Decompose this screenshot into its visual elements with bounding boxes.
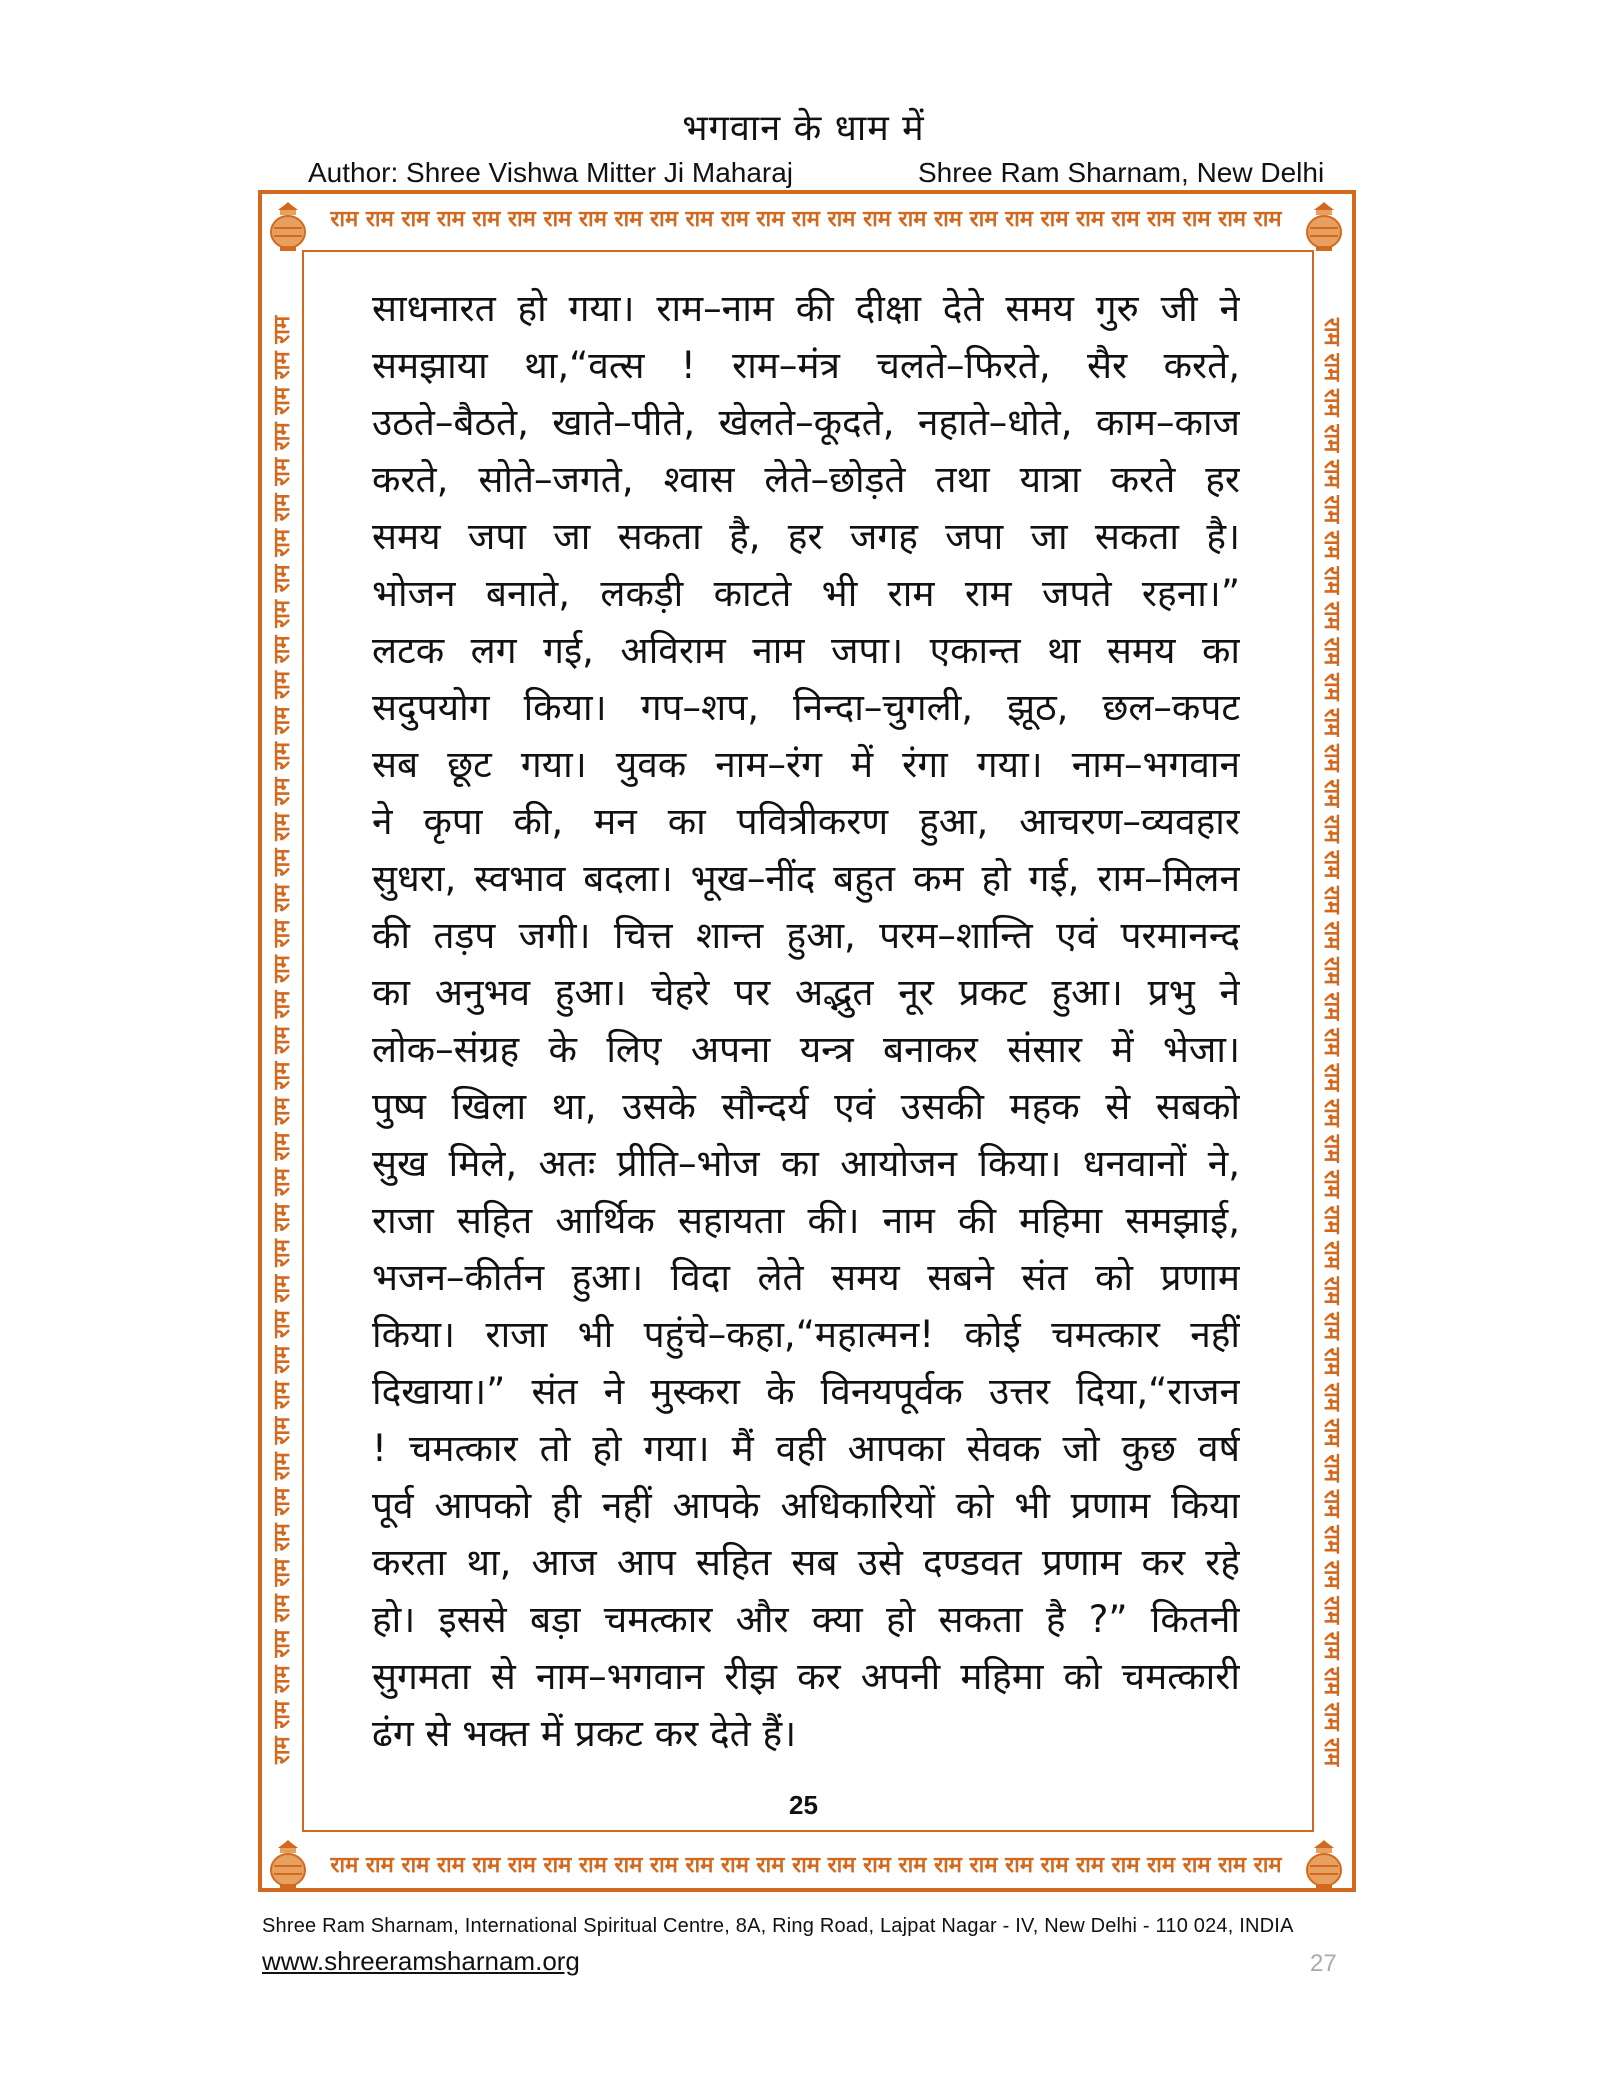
- text-line: समय जपा जा सकता है, हर जगह जपा जा सकता है।: [372, 515, 1240, 558]
- kalash-icon: [266, 1838, 310, 1890]
- text-line: किया। राजा भी पहुंचे–कहा,“महात्मन! कोई चमत्कार नहीं: [372, 1313, 1240, 1356]
- website-link[interactable]: www.shreeramsharnam.org: [262, 1946, 580, 1976]
- footer-address: Shree Ram Sharnam, International Spiritual Centre, 8A, Ring Road, Lajpat Nagar - IV, New Delhi - 110 024, INDIA: [262, 1915, 1294, 1937]
- book-page-number: 25: [789, 1790, 818, 1820]
- text-line: ने कृपा की, मन का पवित्रीकरण हुआ, आचरण–व्यवहार: [372, 800, 1240, 843]
- kalash-icon: [1302, 200, 1346, 252]
- body-paragraph: [372, 280, 1240, 1762]
- kalash-icon: [1302, 1838, 1346, 1890]
- text-line: सुधरा, स्वभाव बदला। भूख–नींद बहुत कम हो गई, राम–मिलन: [372, 857, 1240, 900]
- text-line: ! चमत्कार तो हो गया। मैं वही आपका सेवक जो कुछ वर्ष: [372, 1427, 1240, 1470]
- text-line: उठते–बैठते, खाते–पीते, खेलते–कूदते, नहाते–धोते, काम–काज: [372, 401, 1240, 444]
- text-line: का अनुभव हुआ। चेहरे पर अद्भुत नूर प्रकट हुआ। प्रभु ने: [372, 971, 1240, 1014]
- border-top-ram-text: राम राम राम राम राम राम राम राम राम राम राम राम राम राम राम राम राम राम राम राम राम राम राम राम राम राम राम: [330, 207, 1282, 232]
- text-line: सुख मिले, अतः प्रीति–भोज का आयोजन किया। धनवानों ने,: [372, 1142, 1240, 1185]
- border-left-ram-text: राम राम राम राम राम राम राम राम राम राम राम राम राम राम राम राम राम राम राम राम राम राम राम राम राम राम राम राम राम राम राम राम राम राम राम राम राम राम राम राम राम: [270, 315, 295, 1765]
- text-line: पुष्प खिला था, उसके सौन्दर्य एवं उसकी महक से सबको: [372, 1085, 1240, 1128]
- text-line: साधनारत हो गया। राम–नाम की दीक्षा देते समय गुरु जी ने: [372, 287, 1240, 330]
- text-line: सब छूट गया। युवक नाम–रंग में रंगा गया। नाम–भगवान: [372, 743, 1240, 786]
- text-line: करते, सोते–जगते, श्वास लेते–छोड़ते तथा यात्रा करते हर: [372, 458, 1240, 501]
- text-line: भोजन बनाते, लकड़ी काटते भी राम राम जपते रहना।”: [372, 572, 1240, 615]
- page-title: भगवान के धाम में: [682, 108, 925, 149]
- text-line: ढंग से भक्त में प्रकट कर देते हैं।: [372, 1712, 797, 1755]
- border-right-ram-text: राम राम राम राम राम राम राम राम राम राम राम राम राम राम राम राम राम राम राम राम राम राम राम राम राम राम राम राम राम राम राम राम राम राम राम राम राम राम राम राम राम: [1319, 317, 1344, 1767]
- text-line: समझाया था,“वत्स ! राम–मंत्र चलते–फिरते, सैर करते,: [372, 344, 1240, 387]
- text-line: लोक–संग्रह के लिए अपना यन्त्र बनाकर संसार में भेजा।: [372, 1028, 1240, 1071]
- text-line: भजन–कीर्तन हुआ। विदा लेते समय सबने संत को प्रणाम: [372, 1256, 1240, 1299]
- text-line: राजा सहित आर्थिक सहायता की। नाम की महिमा समझाई,: [372, 1199, 1240, 1242]
- text-line: लटक लग गई, अविराम नाम जपा। एकान्त था समय का: [372, 629, 1240, 672]
- publisher-line: Shree Ram Sharnam, New Delhi: [918, 157, 1325, 188]
- text-line: सदुपयोग किया। गप–शप, निन्दा–चुगली, झूठ, छल–कपट: [372, 686, 1240, 729]
- author-line: Author: Shree Vishwa Mitter Ji Maharaj: [308, 157, 794, 188]
- text-line: की तड़प जगी। चित्त शान्त हुआ, परम–शान्ति एवं परमानन्द: [372, 914, 1240, 957]
- text-line: हो। इससे बड़ा चमत्कार और क्या हो सकता है ?” कितनी: [372, 1598, 1240, 1641]
- border-bottom-ram-text: राम राम राम राम राम राम राम राम राम राम राम राम राम राम राम राम राम राम राम राम राम राम राम राम राम राम राम: [330, 1853, 1282, 1878]
- text-line: दिखाया।” संत ने मुस्करा के विनयपूर्वक उत्तर दिया,“राजन: [372, 1370, 1240, 1413]
- text-line: पूर्व आपको ही नहीं आपके अधिकारियों को भी प्रणाम किया: [372, 1484, 1240, 1527]
- pdf-page-number: 27: [1310, 1950, 1337, 1977]
- text-line: करता था, आज आप सहित सब उसे दण्डवत प्रणाम कर रहे: [372, 1541, 1240, 1584]
- text-line: सुगमता से नाम–भगवान रीझ कर अपनी महिमा को चमत्कारी: [372, 1655, 1240, 1698]
- kalash-icon: [266, 200, 310, 252]
